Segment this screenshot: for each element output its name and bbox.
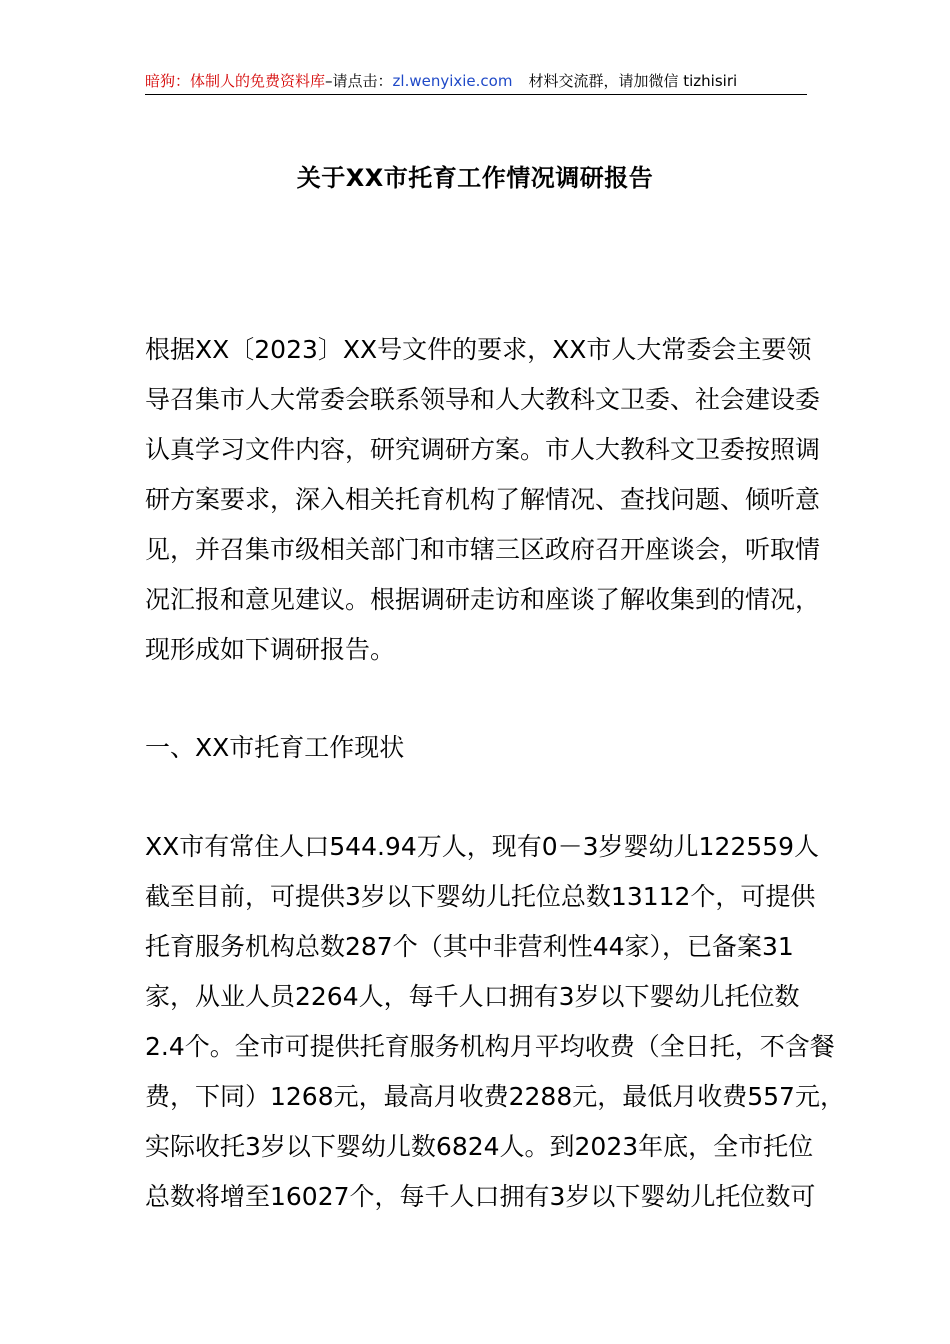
text-line: 托育服务机构总数287个（其中非营利性44家），已备案31 (145, 932, 794, 961)
text-line: 现形成如下调研报告。 (145, 635, 396, 664)
text-line: 根据XX〔2023〕XX号文件的要求，XX市人大常委会主要领 (145, 335, 812, 364)
text-line: 截至目前，可提供3岁以下婴幼儿托位总数13112个，可提供 (145, 882, 816, 911)
document-title: 关于XX市托育工作情况调研报告 (296, 164, 654, 192)
header-brand: 暗狗：体制人的免费资料库 (145, 72, 326, 90)
text-line: 费，下同）1268元，最高月收费2288元，最低月收费557元， (145, 1082, 845, 1111)
text-line: 导召集市人大常委会联系领导和人大教科文卫委、社会建设委 (145, 385, 821, 414)
text-line: 家，从业人员2264人，每千人口拥有3岁以下婴幼儿托位数 (145, 982, 800, 1011)
text-line: 况汇报和意见建议。根据调研走访和座谈了解收集到的情况， (145, 585, 821, 614)
intro-paragraph (145, 325, 821, 675)
section-heading: 一、XX市托育工作现状 (145, 733, 405, 762)
text-line: 2.4个。全市可提供托育服务机构月平均收费（全日托，不含餐 (145, 1032, 835, 1061)
text-line: 认真学习文件内容，研究调研方案。市人大教科文卫委按照调 (145, 435, 821, 464)
text-line: XX市有常住人口544.94万人，现有0－3岁婴幼儿122559人 (145, 832, 819, 861)
text-line: 见，并召集市级相关部门和市辖三区政府召开座谈会，听取情 (145, 535, 821, 564)
page-header (145, 68, 807, 95)
header-note: 材料交流群，请加微信 tizhisiri (528, 72, 738, 90)
text-line: 实际收托3岁以下婴幼儿数6824人。到2023年底，全市托位 (145, 1132, 814, 1161)
header-cta: –请点击： (325, 72, 393, 90)
header-link[interactable]: zl.wenyixie.com (392, 72, 513, 90)
text-line: 研方案要求，深入相关托育机构了解情况、查找问题、倾听意 (145, 485, 821, 514)
section-paragraph (145, 822, 845, 1222)
text-line: 总数将增至16027个，每千人口拥有3岁以下婴幼儿托位数可 (145, 1182, 816, 1211)
